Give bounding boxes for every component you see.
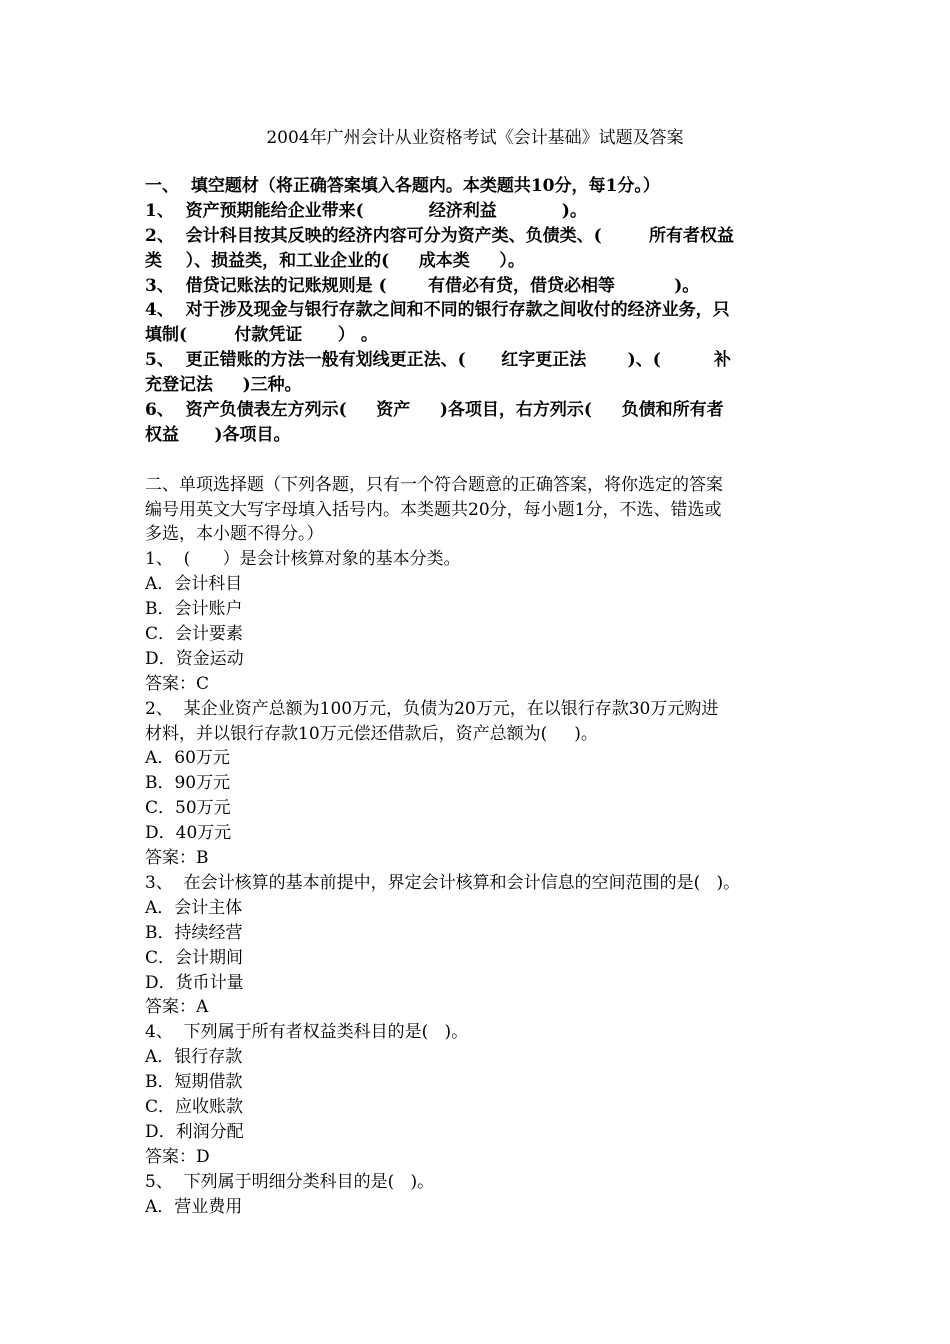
- option: C．会计期间: [145, 947, 244, 968]
- answer: 答案：A: [145, 997, 209, 1018]
- fill-question: 2、 会计科目按其反映的经济内容可分为资产类、负债类、( 所有者权益: [145, 225, 735, 246]
- option: A．会计科目: [145, 574, 243, 595]
- answer: 答案：B: [145, 848, 209, 869]
- option: A．营业费用: [145, 1196, 243, 1217]
- option: C．应收账款: [145, 1096, 244, 1117]
- option: C．会计要素: [145, 624, 244, 645]
- question-stem: 1、 ( ）是会计核算对象的基本分类。: [145, 549, 461, 570]
- fill-question: 3、 借贷记账法的记账规则是 ( 有借必有贷，借贷必相等 )。: [145, 275, 700, 296]
- question-stem: 5、 下列属于明细分类科目的是( )。: [145, 1171, 435, 1192]
- question-stem: 材料，并以银行存款10万元偿还借款后，资产总额为( )。: [145, 723, 598, 744]
- fill-question: 6、 资产负债表左方列示( 资产 )各项目，右方列示( 负债和所有者: [145, 400, 724, 421]
- fill-question: 1、 资产预期能给企业带来( 经济利益 )。: [145, 200, 587, 221]
- option: D．货币计量: [145, 972, 244, 993]
- fill-question: 充登记法 )三种。: [145, 375, 302, 396]
- blank-line: [145, 448, 825, 473]
- fill-question: 5、 更正错账的方法一般有划线更正法、( 红字更正法 )、( 补: [145, 350, 732, 371]
- fill-question: 4、 对于涉及现金与银行存款之间和不同的银行存款之间收付的经济业务，只: [145, 300, 730, 321]
- option: D．利润分配: [145, 1121, 244, 1142]
- section-heading: 二、单项选择题（下列各题，只有一个符合题意的正确答案，将你选定的答案: [145, 474, 723, 495]
- fill-question: 权益 )各项目。: [145, 424, 291, 445]
- section-instruction: 编号用英文大写字母填入括号内。本类题共20分，每小题1分，不选、错选或: [145, 499, 722, 520]
- fill-question: 填制( 付款凭证 ） 。: [145, 325, 378, 346]
- option: B．90万元: [145, 773, 231, 794]
- option: B．会计账户: [145, 599, 243, 620]
- question-stem: 3、 在会计核算的基本前提中，界定会计核算和会计信息的空间范围的是( )。: [145, 872, 741, 893]
- option: A．银行存款: [145, 1047, 243, 1068]
- section-heading: 一、 填空题材（将正确答案填入各题内。本类题共10分，每1分。）: [145, 176, 660, 196]
- document-title: 2004年广州会计从业资格考试《会计基础》试题及答案: [266, 128, 684, 148]
- section-instruction: 多选，本小题不得分。）: [145, 524, 324, 545]
- option: B．持续经营: [145, 922, 243, 943]
- question-stem: 2、 某企业资产总额为100万元，负债为20万元，在以银行存款30万元购进: [145, 698, 719, 719]
- option: A．会计主体: [145, 897, 243, 918]
- question-stem: 4、 下列属于所有者权益类科目的是( )。: [145, 1022, 469, 1043]
- fill-question: 类 ）、损益类，和工业企业的( 成本类 ）。: [145, 250, 525, 271]
- option: D．资金运动: [145, 648, 244, 669]
- document-body: [145, 174, 825, 1219]
- option: A．60万元: [145, 748, 230, 769]
- option: D．40万元: [145, 823, 232, 844]
- option: B．短期借款: [145, 1072, 243, 1093]
- answer: 答案：C: [145, 673, 210, 694]
- option: C．50万元: [145, 798, 231, 819]
- answer: 答案：D: [145, 1146, 210, 1167]
